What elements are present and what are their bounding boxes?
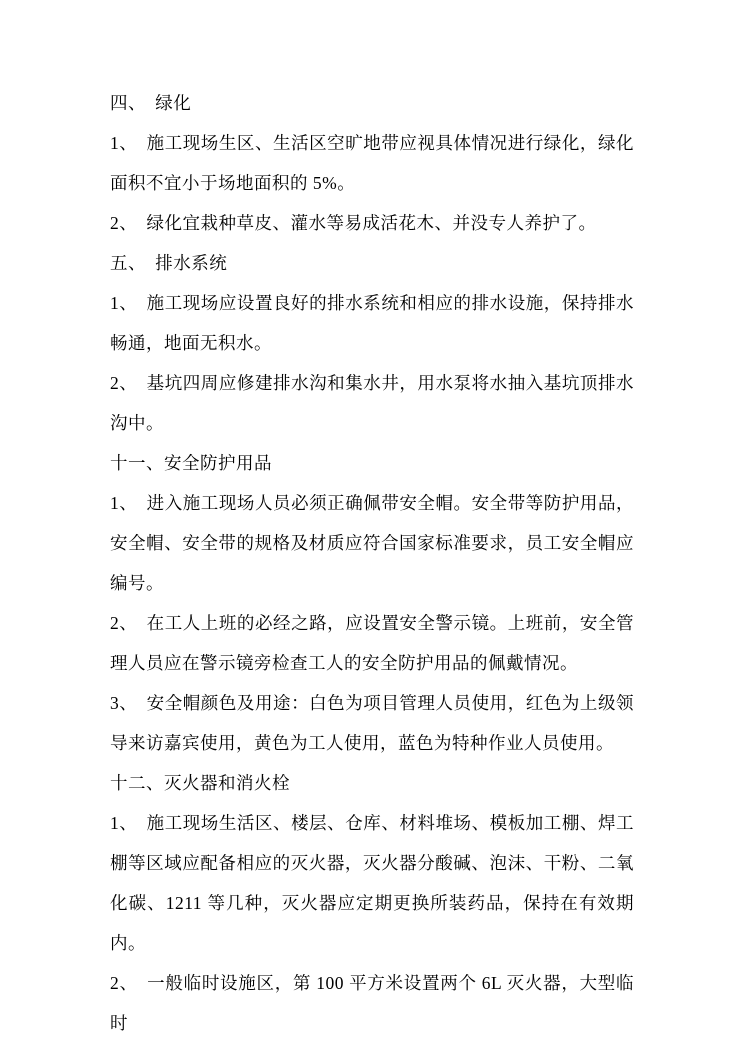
paragraph: 2、 绿化宜栽种草皮、灌水等易成活花木、并没专人养护了。 <box>110 213 597 233</box>
paragraph: 十二、灭火器和消火栓 <box>110 773 290 793</box>
paragraph: 2、 基坑四周应修建排水沟和集水井，用水泵将水抽入基坑顶排水沟中。 <box>110 373 634 433</box>
paragraph: 十一、安全防护用品 <box>110 453 272 473</box>
paragraph: 3、 安全帽颜色及用途：白色为项目管理人员使用，红色为上级领导来访嘉宾使用，黄色为工人使用，蓝色为特种作业人员使用。 <box>110 693 634 753</box>
document-content <box>110 83 634 1043</box>
paragraph: 1、 施工现场生活区、楼层、仓库、材料堆场、模板加工棚、焊工棚等区域应配备相应的灭火器，灭火器分酸碱、泡沫、干粉、二氧化碳、1211 等几种，灭火器应定期更换所装药品，保持在有效期内。 <box>110 813 634 953</box>
paragraph: 四、 绿化 <box>110 93 192 113</box>
paragraph: 2、 一般临时设施区，第 100 平方米设置两个 6L 灭火器，大型临时 <box>110 973 634 1033</box>
paragraph: 五、 排水系统 <box>110 253 228 273</box>
paragraph: 1、 施工现场生区、生活区空旷地带应视具体情况进行绿化，绿化面积不宜小于场地面积的 5%。 <box>110 133 634 193</box>
paragraph: 1、 进入施工现场人员必须正确佩带安全帽。安全带等防护用品，安全帽、安全带的规格及材质应符合国家标准要求，员工安全帽应编号。 <box>110 493 634 593</box>
paragraph: 2、 在工人上班的必经之路，应设置安全警示镜。上班前，安全管理人员应在警示镜旁检查工人的安全防护用品的佩戴情况。 <box>110 613 634 673</box>
paragraph: 1、 施工现场应设置良好的排水系统和相应的排水设施，保持排水畅通，地面无积水。 <box>110 293 634 353</box>
